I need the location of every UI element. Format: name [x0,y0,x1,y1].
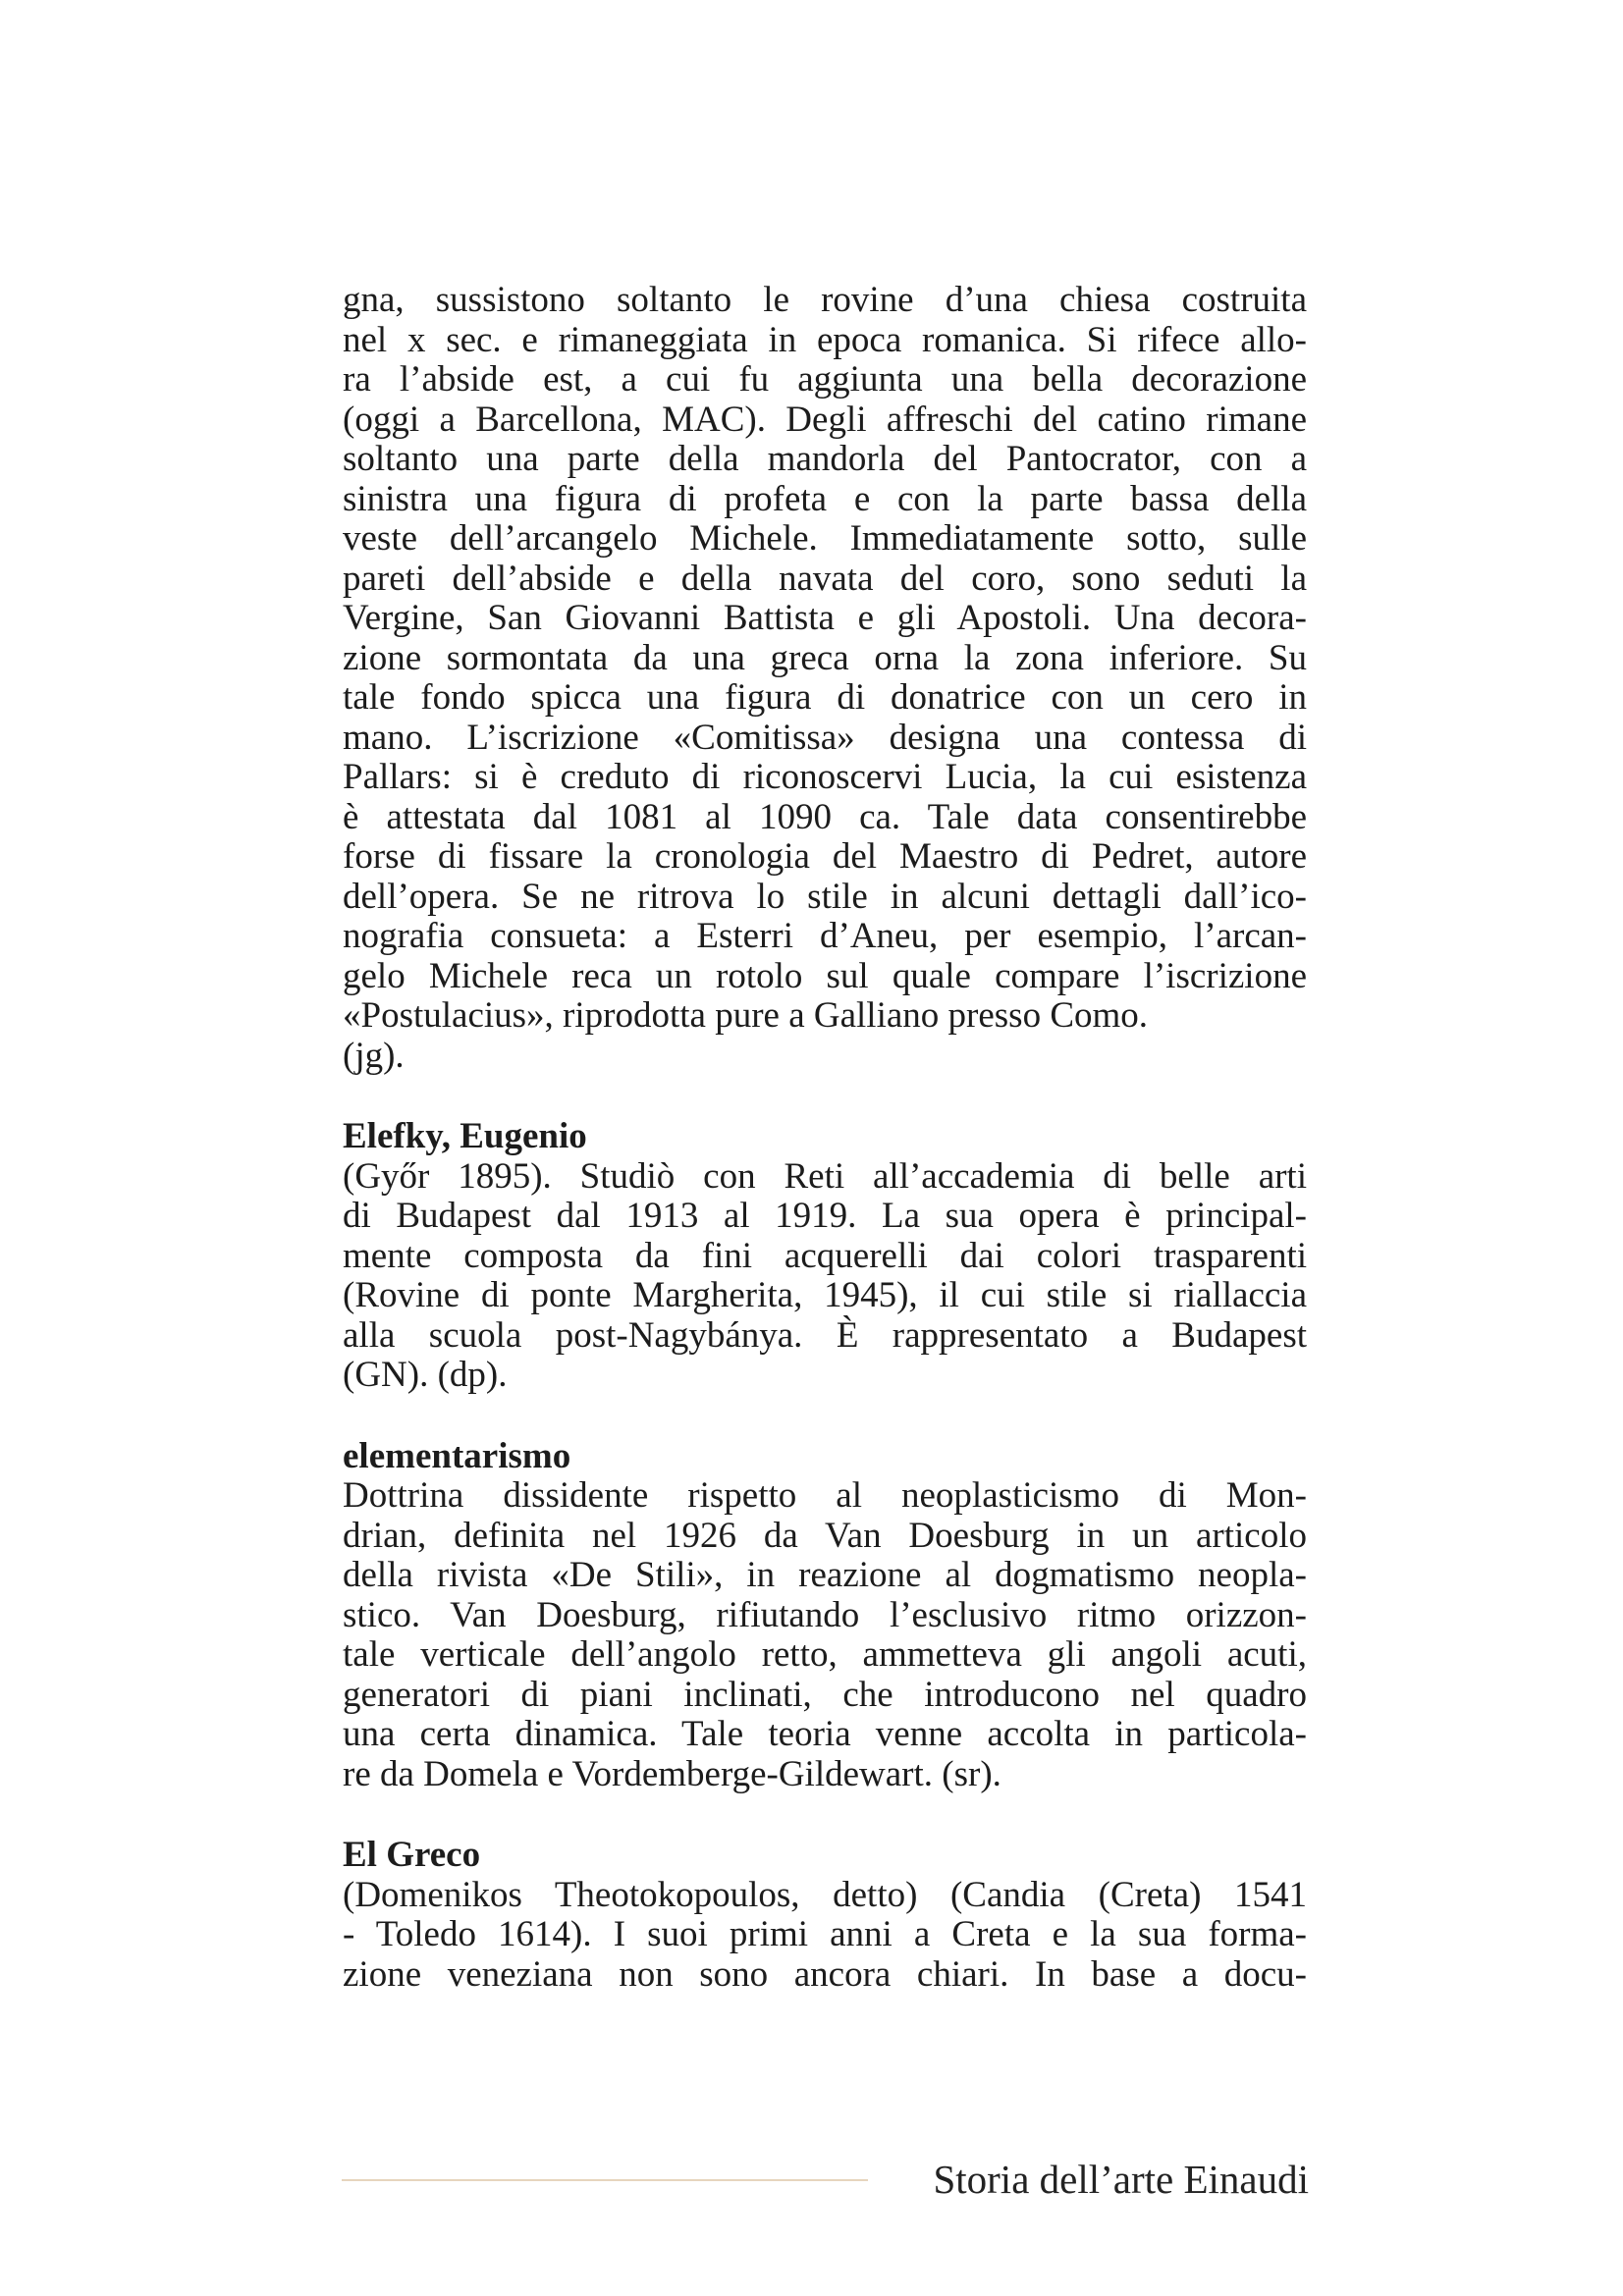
text-line: della rivista «De Stili», in reazione al dogmatismo neopla- [343,1555,1307,1595]
text-line: zione veneziana non sono ancora chiari. In base a docu- [343,1953,1307,1995]
entry-heading: Elefky, Eugenio [343,1116,587,1156]
text-line: una certa dinamica. Tale teoria venne accolta in particola- [343,1714,1307,1754]
entry-heading: elementarismo [343,1435,571,1476]
entry-elefky [343,1117,1307,1396]
text-line: sinistra una figura di profeta e con la parte bassa della [343,478,1307,519]
text-line: nografia consueta: a Esterri d’Aneu, per esempio, l’arcan- [343,916,1307,956]
author-initials: (jg). [343,1035,405,1076]
entry-heading: El Greco [343,1835,481,1875]
text-line: tale verticale dell’angolo retto, ammetteva gli angoli acuti, [343,1634,1307,1675]
entry-el-greco [343,1836,1307,1995]
text-line: - Toledo 1614). I suoi primi anni a Creta e la sua forma- [343,1914,1307,1954]
text-line: pareti dell’abside e della navata del coro, sono seduti la [343,558,1307,599]
text-line: tale fondo spicca una figura di donatrice con un cero in [343,677,1307,718]
footer-title: Storia dell’arte Einaudi [933,2157,1309,2202]
text-line: forse di fissare la cronologia del Maestro di Pedret, autore [343,836,1307,877]
text-line: drian, definita nel 1926 da Van Doesburg in un articolo [343,1515,1307,1556]
text-line: nel x sec. e rimaneggiata in epoca romanica. Si rifece allo- [343,319,1307,360]
text-line: (Domenikos Theotokopoulos, detto) (Candia (Creta) 1541 [343,1874,1307,1915]
text-line: zione sormontata da una greca orna la zona inferiore. Su [343,637,1307,678]
text-line: ra l’abside est, a cui fu aggiunta una bella decorazione [343,359,1307,400]
text-line: stico. Van Doesburg, rifiutando l’esclusivo ritmo orizzon- [343,1594,1307,1635]
text-line: Dottrina dissidente rispetto al neoplasticismo di Mon- [343,1475,1307,1516]
text-line: di Budapest dal 1913 al 1919. La sua opera è principal- [343,1196,1307,1236]
text-line: (oggi a Barcellona, MAC). Degli affreschi del catino rimane [343,399,1307,440]
text-line: gna, sussistono soltanto le rovine d’una chiesa costruita [343,280,1307,320]
text-line: «Postulacius», riprodotta pure a Galliano presso Como. [343,995,1149,1036]
text-line: re da Domela e Vordemberge-Gildewart. (sr). [343,1753,1001,1794]
text-line: Pallars: si è creduto di riconoscervi Lucia, la cui esistenza [343,757,1307,797]
text-line: generatori di piani inclinati, che introducono nel quadro [343,1674,1307,1715]
text-line: soltanto una parte della mandorla del Pantocrator, con a [343,439,1307,479]
footer-divider [342,2179,868,2181]
text-line: Vergine, San Giovanni Battista e gli Apostoli. Una decora- [343,598,1307,638]
text-line: è attestata dal 1081 al 1090 ca. Tale data consentirebbe [343,796,1307,837]
page-body [343,281,1307,1995]
text-line: alla scuola post-Nagybánya. È rappresentato a Budapest [343,1314,1307,1356]
text-line: mente composta da fini acquerelli dai colori trasparenti [343,1235,1307,1276]
continuation-paragraph [343,281,1307,1076]
text-line: mano. L’iscrizione «Comitissa» designa una contessa di [343,717,1307,758]
text-line: (Rovine di ponte Margherita, 1945), il cui stile si riallaccia [343,1275,1307,1315]
text-line: veste dell’arcangelo Michele. Immediatamente sotto, sulle [343,518,1307,559]
entry-elementarismo [343,1437,1307,1795]
text-line: gelo Michele reca un rotolo sul quale compare l’iscrizione [343,955,1307,996]
text-line: dell’opera. Se ne ritrova lo stile in alcuni dettagli dall’ico- [343,876,1307,917]
text-line: (GN). (dp). [343,1355,508,1395]
text-line: (Győr 1895). Studiò con Reti all’accademia di belle arti [343,1155,1307,1197]
